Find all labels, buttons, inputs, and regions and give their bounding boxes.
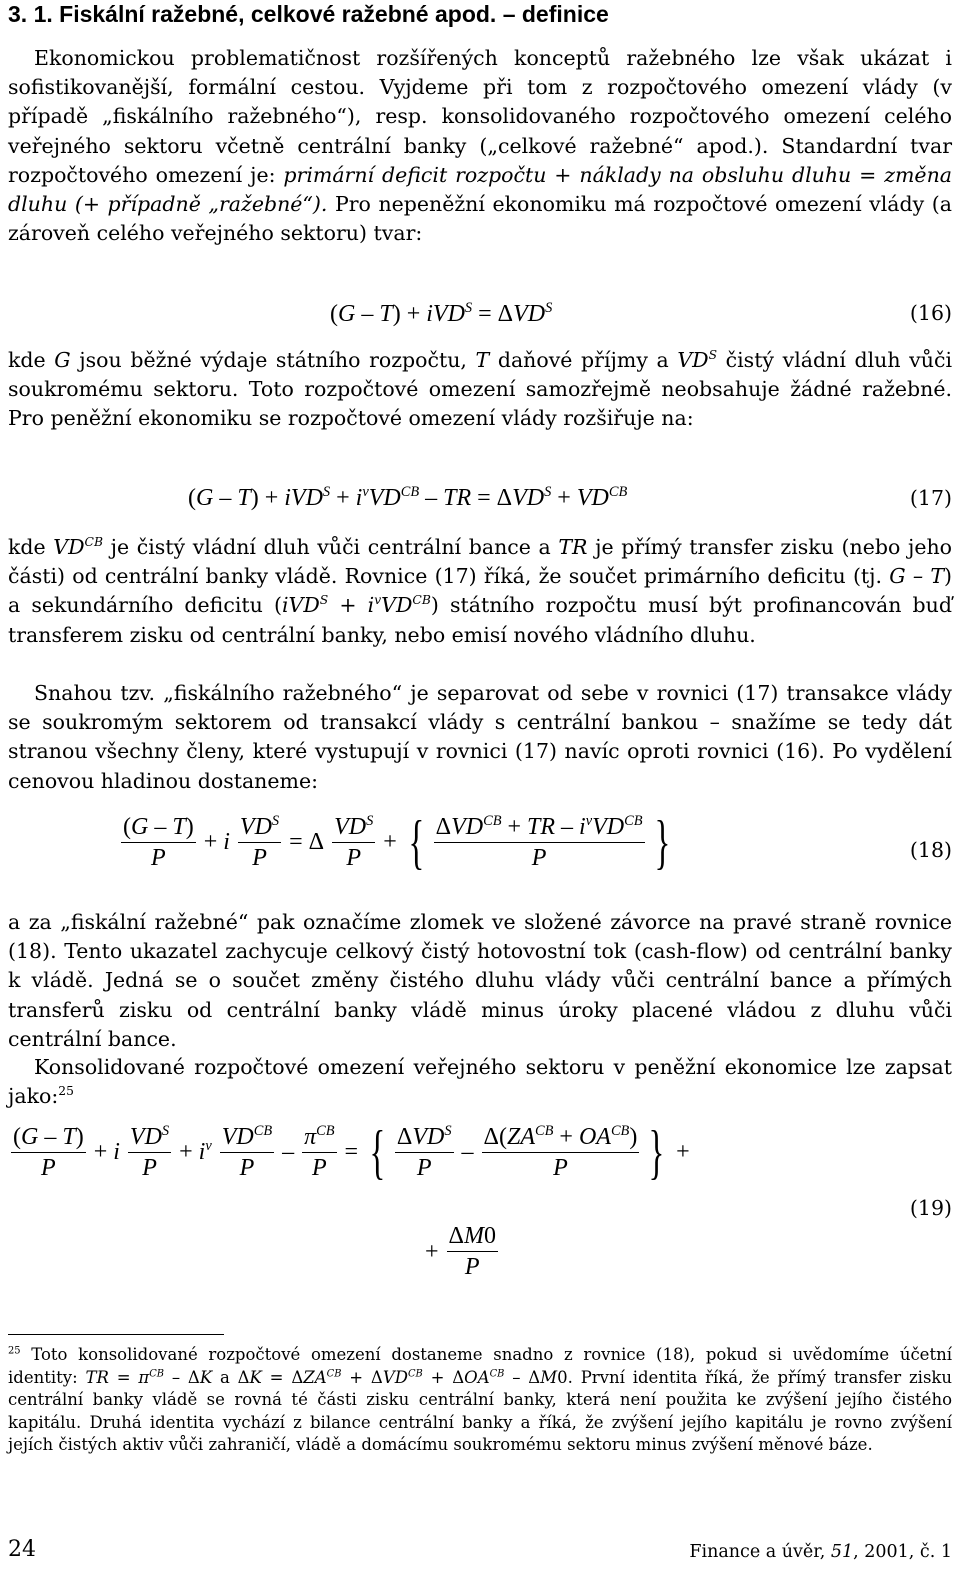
equation-19-number: (19) bbox=[909, 1196, 952, 1220]
equation-16: $(G - T) + iVD^S = \Delta VD^S$ bbox=[330, 300, 553, 327]
equation-16-number: (16) bbox=[909, 301, 952, 325]
equation-18-number: (18) bbox=[909, 838, 952, 862]
section-heading: 3. 1. Fiskální ražebné, celkové ražebné apod. – definice bbox=[8, 1, 609, 27]
journal-citation: Finance a úvěr, 51, 2001, č. 1 bbox=[689, 1542, 952, 1562]
paragraph-budget-constraint-intro: Ekonomickou problematičnost rozšířených konceptů ražebného lze však ukázat i sofistikovanější, formální cestou. Vyjdeme při tom z rozpočtového omezení vlády (v případě „fiskálního ražebného“), resp. konsolidovaného rozpočtového omezení celého veřejného sektoru včetně centrální banky („celkové ražebné“ apod.). Standardní tvar rozpočtového omezení je: primární deficit rozpočtu + náklady na obsluhu dluhu = změna dluhu (+ případně „ražebné“). Pro nepeněžní ekonomiku má rozpočtové omezení vlády (a zároveň celého veřejného sektoru) tvar: bbox=[8, 46, 953, 246]
paragraph-consolidated-constraint: Konsolidované rozpočtové omezení veřejného sektoru v peněžní ekonomice lze zapsat jako:$^{25}$ bbox=[8, 1055, 952, 1109]
paragraph-fiscal-seigniorage: Snahou tzv. „fiskálního ražebného“ je separovat od sebe v rovnici (17) transakce vlády se soukromým sektorem od transakcí vlády s centrální bankou – snažíme se tedy dát stranou všechny členy, které vystupují v rovnici (17) navíc oproti rovnici (16). Po vydělení cenovou hladinou dostaneme: bbox=[8, 681, 952, 793]
footnote-divider bbox=[8, 1334, 224, 1335]
equation-19-line-1: $\frac{(G - T)}{P}$ + i $\frac{VD^S}{P}$ + $i^v$ $\frac{VD^{CB}}{P}$ – $\frac{\pi^{CB}}{P}$ = { $\frac{\Delta VD^S}{P}$ – $\frac{\Delta(ZA^{CB} + OA^{CB})}{P}$ } + bbox=[13, 1119, 690, 1185]
equation-17: $(G - T) + iVD^S + i^vVD^{CB}$ – TR = $\Delta VD^S + VD^{CB}$ bbox=[188, 484, 628, 511]
paragraph-eq18-explanation: a za „fiskální ražebné“ pak označíme zlomek ve složené závorce na pravé straně rovnice (18). Tento ukazatel zachycuje celkový čistý hotovostní tok (cash-flow) od centrální banky k vládě. Jedná se o součet změny čistého dluhu vlády vůči centrální bance a přímých transferů zisku od centrální banky vládě minus úroky placené vládou z dluhu vůči centrální bance. bbox=[8, 910, 952, 1051]
footnote-25: $^{25}$ Toto konsolidované rozpočtové omezení dostaneme snadno z rovnice (18), pokud si uvědomíme účetní identity: TR = $\pi^{CB}$ – ΔK a $\Delta K = \Delta ZA^{CB} + \Delta VD^{CB} + \Delta OA^{CB} - \Delta M0$. První identita říká, že přímý transfer zisku centrální banky vládě se rovná té části zisku centrální banky, která není použita ke zvýšení jejího čistého kapitálu. Druhá identita vychází z bilance centrální banky a říká, že zvýšení jejího kapitálu je rovno zvýšení jejích čistých aktiv vůči zahraničí, vládě a domácímu soukromému sektoru minus zvýšení měnové báze. bbox=[8, 1345, 953, 1455]
paragraph-eq16-explanation: kde G jsou běžné výdaje státního rozpočtu, T daňové příjmy a $VD^S$ čistý vládní dluh vůči soukromému sektoru. Toto rozpočtové omezení samozřejmě neobsahuje žádné ražebné. Pro peněžní ekonomiku se rozpočtové omezení vlády rozšiřuje na: bbox=[8, 348, 952, 431]
page-number: 24 bbox=[8, 1537, 36, 1562]
equation-17-number: (17) bbox=[909, 486, 952, 510]
equation-18: $\frac{(G - T)}{P}$ + i $\frac{VD^S}{P}$ = Δ $\frac{VD^S}{P}$ + { $\frac{\Delta VD^{CB} + TR - i^vVD^{CB}}{P}$ } bbox=[123, 809, 670, 875]
footnote-ref-25[interactable]: 25 bbox=[58, 1084, 74, 1099]
paragraph-eq17-explanation: kde $VD^{CB}$ je čistý vládní dluh vůči centrální bance a TR je přímý transfer zisku (nebo jeho části) od centrální banky vládě. Rovnice (17) říká, že součet primárního deficitu (tj. G – T) a sekundárního deficitu $(iVD^S + i^vVD^{CB})$ státního rozpočtu musí být profinancován buď transferem zisku od centrální banky, nebo emisí nového vládního dluhu. bbox=[8, 535, 953, 647]
equation-19-line-2: + $\frac{\Delta M0}{P}$ bbox=[425, 1223, 496, 1280]
